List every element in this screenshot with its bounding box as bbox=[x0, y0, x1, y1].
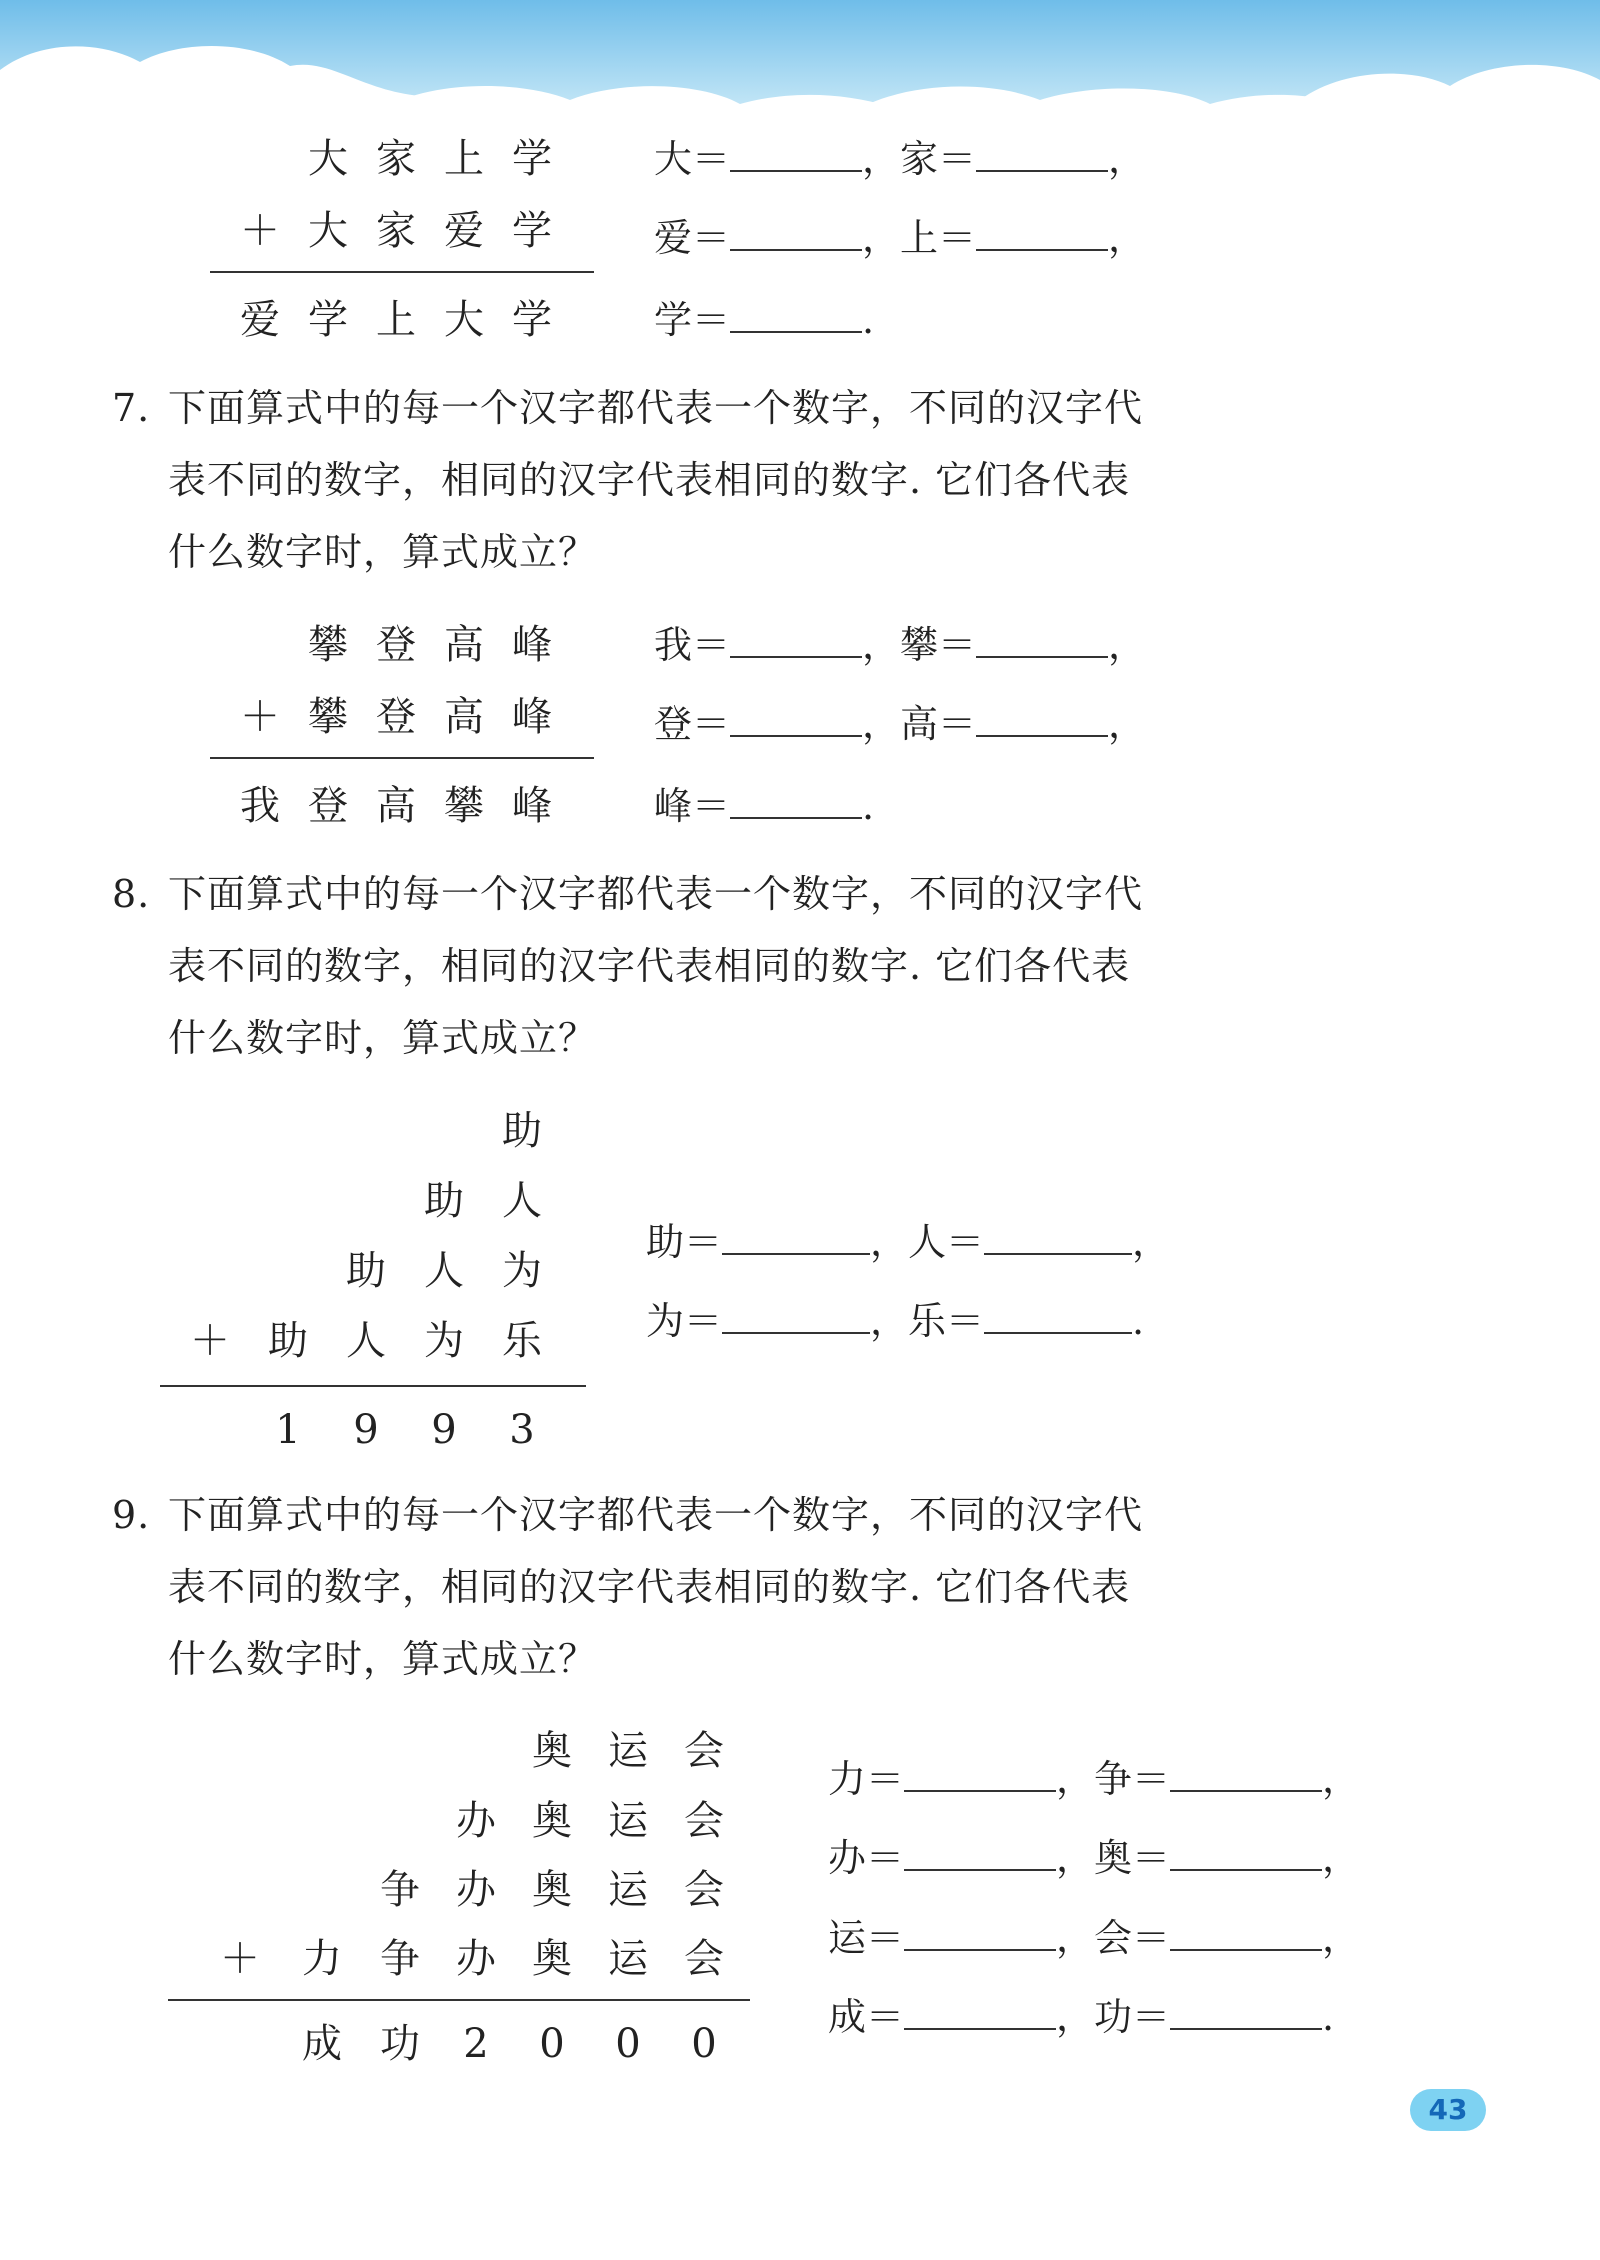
answer-blank[interactable] bbox=[722, 1223, 870, 1255]
p9-row4-char: 争 bbox=[380, 1936, 420, 1982]
p9-result-digit: 0 bbox=[539, 2021, 565, 2067]
p8-row4-char: 为 bbox=[424, 1318, 464, 1364]
problem-text-line bbox=[112, 372, 1144, 444]
p9-row3-char: 奥 bbox=[532, 1867, 572, 1913]
p9-row1-char: 奥 bbox=[532, 1728, 572, 1774]
p7-sum-line bbox=[210, 757, 594, 759]
p9-row2-char: 奥 bbox=[532, 1798, 572, 1844]
p7-row2-char: 登 bbox=[376, 694, 416, 740]
p6-result-char: 大 bbox=[444, 297, 484, 343]
answer-blank[interactable] bbox=[730, 219, 862, 251]
problem-number: 7. bbox=[112, 386, 151, 430]
p8-row3-char: 助 bbox=[346, 1248, 386, 1294]
p8-row1-char: 助 bbox=[502, 1108, 542, 1154]
p6-result-char: 学 bbox=[308, 297, 348, 343]
answer-blank[interactable] bbox=[984, 1302, 1132, 1334]
answer-blank[interactable] bbox=[904, 1760, 1056, 1792]
answer-label: ，功＝ bbox=[1056, 1995, 1171, 2039]
p9-result-char: 功 bbox=[380, 2021, 420, 2067]
p9-result-digit: 0 bbox=[615, 2021, 641, 2067]
p7-result-char: 登 bbox=[308, 783, 348, 829]
answer-label: 学＝ bbox=[654, 298, 731, 342]
answer-punct: . bbox=[862, 298, 875, 342]
p8-result-digit: 9 bbox=[353, 1407, 379, 1453]
problem-number: 8. bbox=[112, 872, 151, 916]
answer-label: 峰＝ bbox=[654, 784, 731, 828]
answer-blank[interactable] bbox=[904, 1919, 1056, 1951]
answer-label: ，争＝ bbox=[1056, 1757, 1171, 1801]
answer-label: 办＝ bbox=[828, 1836, 905, 1880]
p9-result-digit: 0 bbox=[691, 2021, 717, 2067]
p8-result-digit: 1 bbox=[275, 1407, 301, 1453]
p7-row2-char: 攀 bbox=[308, 694, 348, 740]
p7-answer-row bbox=[654, 621, 1146, 669]
problem-number: 9. bbox=[112, 1493, 151, 1537]
answer-blank[interactable] bbox=[976, 705, 1108, 737]
p6-answer-row bbox=[654, 135, 1146, 183]
problem-text-line: 表不同的数字，相同的汉字代表相同的数字. 它们各代表 bbox=[168, 458, 1131, 502]
problem-text: 下面算式中的每一个汉字都代表一个数字，不同的汉字代 bbox=[168, 386, 1144, 430]
answer-punct: ， bbox=[1132, 1220, 1171, 1264]
problem-text-line: 什么数字时，算式成立？ bbox=[168, 1637, 598, 1681]
p7-row2-char: 峰 bbox=[512, 694, 552, 740]
p9-row3-char: 办 bbox=[456, 1867, 496, 1913]
p9-row3-char: 争 bbox=[380, 1867, 420, 1913]
answer-label: 成＝ bbox=[828, 1995, 905, 2039]
answer-label: ，家＝ bbox=[862, 137, 977, 181]
p7-row2-plus: ＋ bbox=[240, 694, 280, 740]
p7-answer-row bbox=[654, 700, 1146, 748]
answer-label: ，奥＝ bbox=[1056, 1836, 1171, 1880]
answer-blank[interactable] bbox=[904, 1839, 1056, 1871]
answer-label: 运＝ bbox=[828, 1916, 905, 1960]
p8-answer-row bbox=[646, 1218, 1170, 1266]
answer-blank[interactable] bbox=[722, 1302, 870, 1334]
p6-row2-char: 大 bbox=[308, 208, 348, 254]
answer-punct: ， bbox=[1108, 216, 1147, 260]
problem-text-line: 什么数字时，算式成立？ bbox=[168, 530, 598, 574]
problem-text-line: 表不同的数字，相同的汉字代表相同的数字. 它们各代表 bbox=[168, 1565, 1131, 1609]
answer-blank[interactable] bbox=[976, 140, 1108, 172]
problem-text-line: 表不同的数字，相同的汉字代表相同的数字. 它们各代表 bbox=[168, 944, 1131, 988]
answer-label: 我＝ bbox=[654, 623, 731, 667]
p7-row1-char: 高 bbox=[444, 622, 484, 668]
p9-row1-char: 会 bbox=[684, 1728, 724, 1774]
p9-row3-char: 会 bbox=[684, 1867, 724, 1913]
p7-row1-char: 登 bbox=[376, 622, 416, 668]
p6-answer-row bbox=[654, 296, 874, 344]
problem-text-line: 什么数字时，算式成立？ bbox=[168, 1016, 598, 1060]
problem7-statement bbox=[112, 372, 1144, 588]
p8-row4-char: 乐 bbox=[502, 1318, 542, 1364]
p7-result-char: 高 bbox=[376, 783, 416, 829]
answer-punct: . bbox=[1132, 1299, 1145, 1343]
p6-row1-char: 大 bbox=[308, 136, 348, 182]
p6-result-char: 上 bbox=[376, 297, 416, 343]
problem-text-line bbox=[112, 1479, 1144, 1551]
answer-label: 力＝ bbox=[828, 1757, 905, 1801]
p9-row4-char: 力 bbox=[302, 1936, 342, 1982]
p6-result-char: 爱 bbox=[240, 297, 280, 343]
answer-label: ，乐＝ bbox=[870, 1299, 985, 1343]
problem-text: 下面算式中的每一个汉字都代表一个数字，不同的汉字代 bbox=[168, 872, 1144, 916]
p6-row1-char: 学 bbox=[512, 136, 552, 182]
p8-row3-char: 为 bbox=[502, 1248, 542, 1294]
p7-result-char: 我 bbox=[240, 783, 280, 829]
answer-blank[interactable] bbox=[730, 787, 862, 819]
sky-cloud-header bbox=[0, 0, 1600, 120]
p9-answer-row bbox=[828, 1834, 1360, 1882]
answer-label: ，会＝ bbox=[1056, 1916, 1171, 1960]
p8-result-digit: 9 bbox=[431, 1407, 457, 1453]
answer-punct: . bbox=[1322, 1995, 1335, 2039]
p9-row3-char: 运 bbox=[608, 1867, 648, 1913]
answer-punct: ， bbox=[1322, 1836, 1361, 1880]
answer-blank[interactable] bbox=[1170, 1998, 1322, 2030]
answer-label: ，高＝ bbox=[862, 702, 977, 746]
p8-row2-char: 助 bbox=[424, 1178, 464, 1224]
p9-row4-char: 办 bbox=[456, 1936, 496, 1982]
problem-text-line bbox=[112, 858, 1144, 930]
answer-label: 助＝ bbox=[646, 1220, 723, 1264]
p6-row2-plus: ＋ bbox=[240, 208, 280, 254]
page-number-badge: 43 bbox=[1410, 2089, 1486, 2131]
answer-label: 大＝ bbox=[654, 137, 731, 181]
answer-blank[interactable] bbox=[976, 219, 1108, 251]
p6-row1-char: 家 bbox=[376, 136, 416, 182]
answer-label: ，上＝ bbox=[862, 216, 977, 260]
p8-row4-char: 助 bbox=[268, 1318, 308, 1364]
problem-text: 下面算式中的每一个汉字都代表一个数字，不同的汉字代 bbox=[168, 1493, 1144, 1537]
p8-result-digit: 3 bbox=[509, 1407, 535, 1453]
p9-sum-line bbox=[168, 1999, 750, 2001]
p6-row2-char: 家 bbox=[376, 208, 416, 254]
p7-row1-char: 攀 bbox=[308, 622, 348, 668]
p8-row4-plus: ＋ bbox=[190, 1318, 230, 1364]
p9-answer-row bbox=[828, 1755, 1360, 1803]
problem8-statement bbox=[112, 858, 1144, 1074]
answer-blank[interactable] bbox=[1170, 1839, 1322, 1871]
p9-row1-char: 运 bbox=[608, 1728, 648, 1774]
p9-row4-char: 运 bbox=[608, 1936, 648, 1982]
p9-row4-plus: ＋ bbox=[220, 1936, 260, 1982]
p9-row4-char: 奥 bbox=[532, 1936, 572, 1982]
p9-result-digit: 2 bbox=[463, 2021, 489, 2067]
p6-row2-char: 学 bbox=[512, 208, 552, 254]
p9-answer-row bbox=[828, 1993, 1334, 2041]
answer-blank[interactable] bbox=[984, 1223, 1132, 1255]
answer-punct: ， bbox=[1108, 702, 1147, 746]
p6-result-char: 学 bbox=[512, 297, 552, 343]
p7-answer-row bbox=[654, 782, 874, 830]
answer-blank[interactable] bbox=[730, 140, 862, 172]
p6-row1-char: 上 bbox=[444, 136, 484, 182]
p9-row2-char: 运 bbox=[608, 1798, 648, 1844]
p8-sum-line bbox=[160, 1385, 586, 1387]
p7-result-char: 攀 bbox=[444, 783, 484, 829]
answer-blank[interactable] bbox=[904, 1998, 1056, 2030]
answer-blank[interactable] bbox=[1170, 1760, 1322, 1792]
p9-answer-row bbox=[828, 1914, 1360, 1962]
p8-row4-char: 人 bbox=[346, 1318, 386, 1364]
answer-punct: ， bbox=[1108, 137, 1147, 181]
answer-label: 登＝ bbox=[654, 702, 731, 746]
answer-blank[interactable] bbox=[730, 626, 862, 658]
p7-result-char: 峰 bbox=[512, 783, 552, 829]
answer-blank[interactable] bbox=[730, 301, 862, 333]
p9-result-char: 成 bbox=[302, 2021, 342, 2067]
p6-answer-row bbox=[654, 214, 1146, 262]
p8-row3-char: 人 bbox=[424, 1248, 464, 1294]
answer-blank[interactable] bbox=[730, 705, 862, 737]
p7-row2-char: 高 bbox=[444, 694, 484, 740]
answer-punct: ， bbox=[1322, 1916, 1361, 1960]
answer-punct: ， bbox=[1108, 623, 1147, 667]
answer-label: 为＝ bbox=[646, 1299, 723, 1343]
answer-label: ，人＝ bbox=[870, 1220, 985, 1264]
answer-blank[interactable] bbox=[1170, 1919, 1322, 1951]
p9-row2-char: 会 bbox=[684, 1798, 724, 1844]
answer-punct: . bbox=[862, 784, 875, 828]
problem9-statement bbox=[112, 1479, 1144, 1695]
p7-row1-char: 峰 bbox=[512, 622, 552, 668]
p6-sum-line bbox=[210, 271, 594, 273]
p8-answer-row bbox=[646, 1297, 1144, 1345]
answer-label: 爱＝ bbox=[654, 216, 731, 260]
p9-row2-char: 办 bbox=[456, 1798, 496, 1844]
p8-row2-char: 人 bbox=[502, 1178, 542, 1224]
answer-punct: ， bbox=[1322, 1757, 1361, 1801]
p6-row2-char: 爱 bbox=[444, 208, 484, 254]
answer-blank[interactable] bbox=[976, 626, 1108, 658]
p9-row4-char: 会 bbox=[684, 1936, 724, 1982]
answer-label: ，攀＝ bbox=[862, 623, 977, 667]
